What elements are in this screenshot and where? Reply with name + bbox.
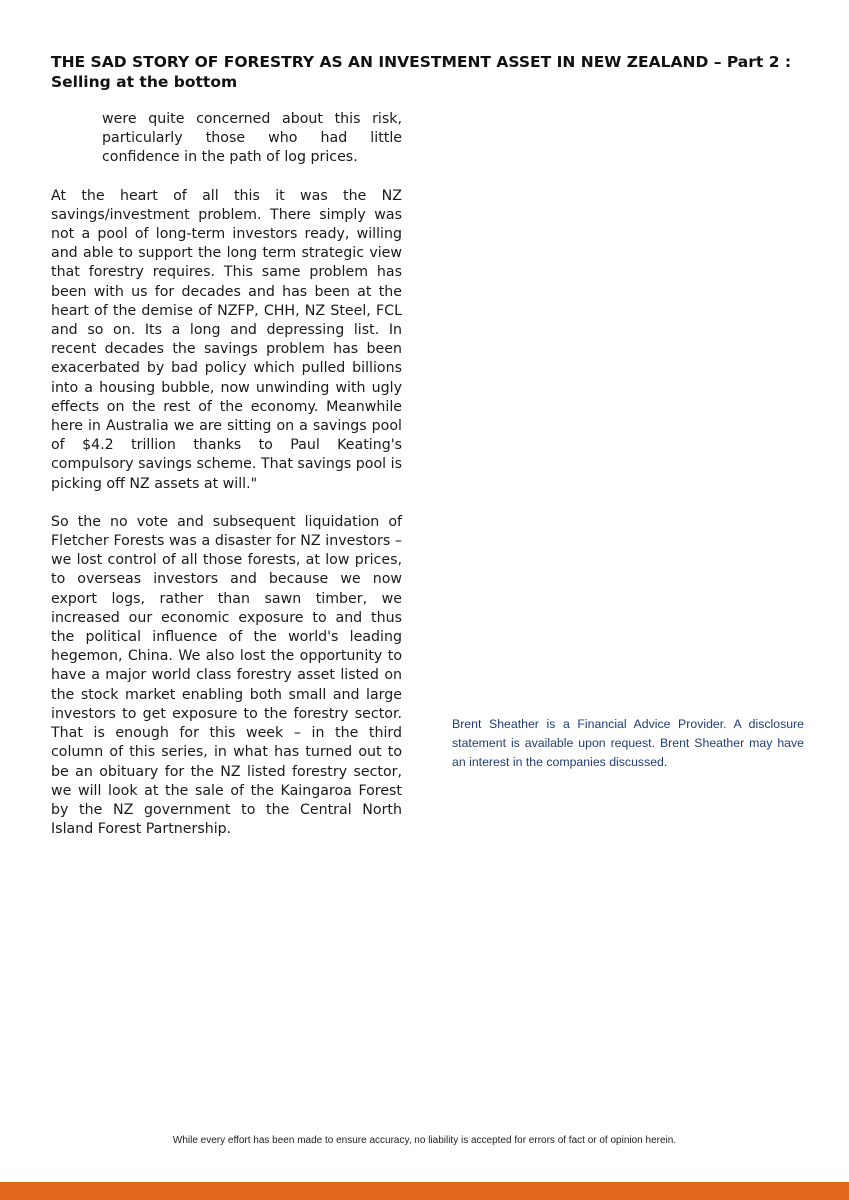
article-body: [51, 110, 402, 858]
paragraph-fletcher-liquidation: So the no vote and subsequent liquidation of Fletcher Forests was a disaster for NZ investors – we lost control of all those forests, at low prices, to overseas investors and because we now export logs, rather than sawn timber, we increased our economic exposure to and thus the political influence of the world's leading hegemon, China. We also lost the opportunity to have a major world class forestry asset listed on the stock market enabling both small and large investors to get exposure to the forestry sector. That is enough for this week – in the third column of this series, in what has turned out to be an obituary for the NZ listed forestry sector, we will look at the sale of the Kaingaroa Forest by the NZ government to the Central North Island Forest Partnership.: [51, 513, 402, 838]
footer-disclaimer: While every effort has been made to ensure accuracy, no liability is accepted for errors of fact or of opinion herein.: [172, 1135, 677, 1146]
paragraph-continuation: were quite concerned about this risk, particularly those who had little confidence in the path of log prices.: [102, 111, 402, 166]
footer-accent-bar: [0, 1182, 849, 1200]
paragraph-savings-problem: At the heart of all this it was the NZ savings/investment problem. There simply was not a pool of long-term investors ready, willing and able to support the long term strategic view that forestry requires. This same problem has been with us for decades and has been at the heart of the demise of NZFP, CHH, NZ Steel, FCL and so on. Its a long and depressing list. In recent decades the savings problem has been exacerbated by bad policy which pulled billions into a housing bubble, now unwinding with ugly effects on the rest of the economy. Meanwhile here in Australia we are sitting on a savings pool of $4.2 trillion thanks to Paul Keating's compulsory savings scheme. That savings pool is picking off NZ assets at will.": [51, 187, 402, 492]
article-title: THE SAD STORY OF FORESTRY AS AN INVESTMENT ASSET IN NEW ZEALAND – Part 2 : Selling at the bottom: [51, 53, 792, 91]
disclosure-note: Brent Sheather is a Financial Advice Provider. A disclosure statement is available upon request. Brent Sheather may have an interest in the companies discussed.: [452, 717, 804, 769]
